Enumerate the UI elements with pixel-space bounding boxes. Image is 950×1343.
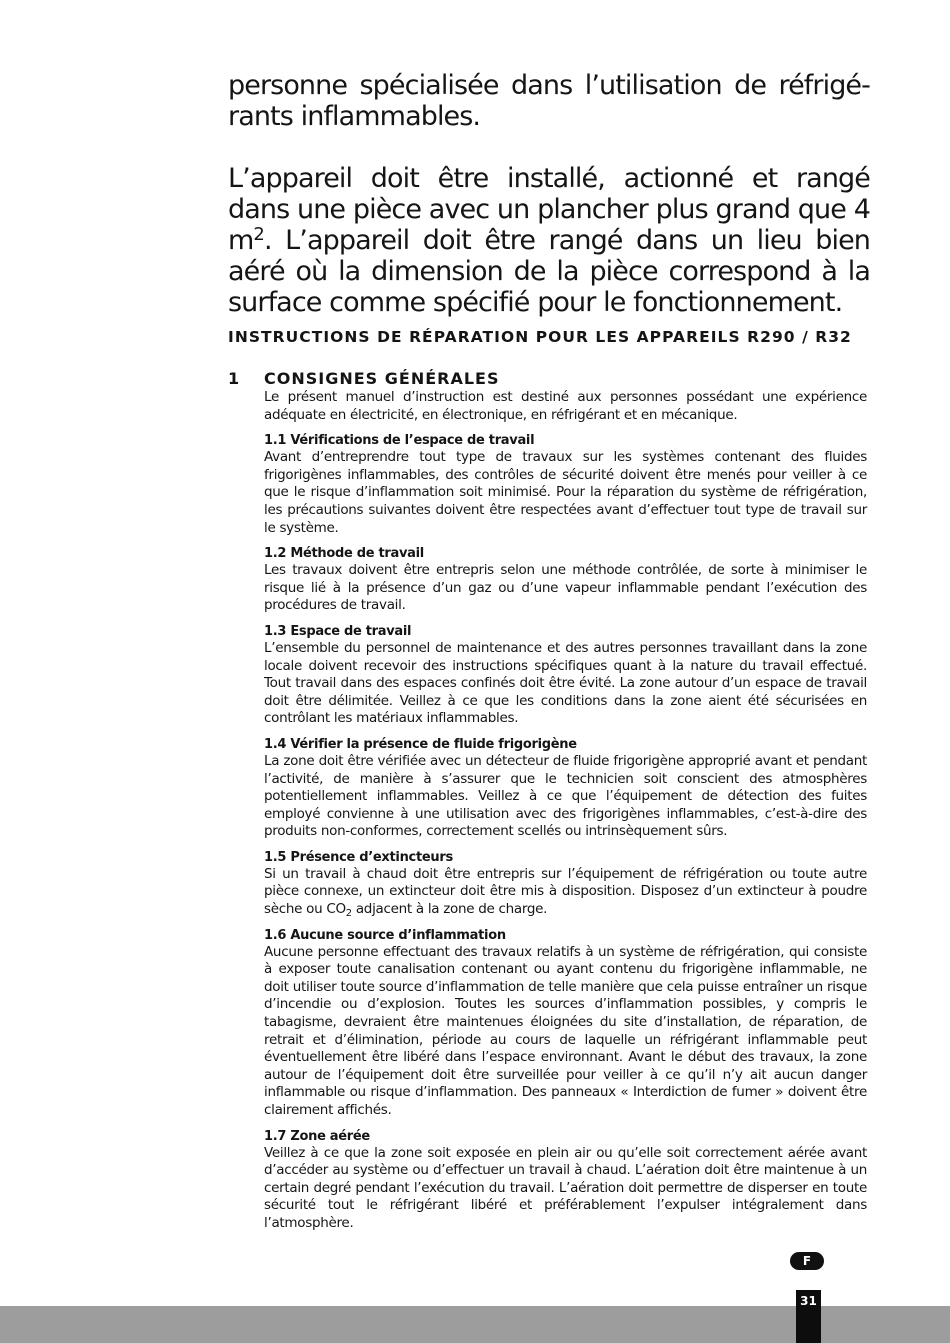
section-body: [264, 389, 867, 1233]
subsection-text-1-7: Veillez à ce que la zone soit exposée en plein air ou qu’elle soit correctement aérée avant d’accéder au système ou d’effectuer un travail à chaud. L’aération doit être maintenue à un certain degré pendant l’exécution du travail. L’aération doit permettre de disperser en toute sécurité tout le réfrigérant libéré et préférablement l’expulser intégralement dans l’atmosphère.: [264, 1144, 867, 1231]
subsection-text-1-5-end: adjacent à la zone de charge.: [351, 901, 548, 918]
subsection-text-1-3: L’ensemble du personnel de maintenance et des autres personnes travaillant dans la zone locale doivent recevoir des instructions spécifiques quant à la nature du travail effectué. Tout travail dans des espaces confinés doit être évité. La zone autour d’un espace de travail doit être délimitée. Veillez à ce que les conditions dans la zone aient été sécurisées en contrôlant les matériaux inflammables.: [264, 639, 867, 727]
subsection-title-1-1: 1.1 Vérifications de l’espace de travail: [264, 433, 535, 449]
subsection-text-1-1: Avant d’entreprendre tout type de travaux sur les systèmes contenant des fluides frigorigènes inflammables, des contrôles de sécurité doivent être menés pour veiller à ce que le risque d’inflammation soit minimisé. Pour la réparation du système de réfrigération, les précautions suivantes doivent être respectées avant d’effectuer tout type de travail sur le système.: [264, 449, 867, 536]
subsection-text-1-5: [264, 866, 867, 919]
language-badge: F: [790, 1252, 824, 1270]
subscript-two: 2: [345, 908, 352, 920]
intro-text: [228, 70, 870, 318]
subsection-text-1-6: Aucune personne effectuant des travaux relatifs à un système de réfrigération, qui consiste à exposer toute canalisation contenant ou ayant contenu du frigorigène inflammable, ne doit utiliser toute source d’inflammation de telle manière que cela puisse entraîner un risque d’incendie ou d’explosion. Toutes les sources d’inflammation possibles, y compris le tabagisme, devraient être maintenues éloignées du site d’installation, de réparation, de retrait et d’élimination, période au cours de laquelle un réfrigérant inflammable peut éventuellement être libéré dans l’espace environnant. Avant le début des travaux, la zone autour de l’équipement doit être surveillée pour veiller à ce qu’il n’y ait aucun danger inflammable ou risque d’inflammation. Des panneaux « Interdiction de fumer » doivent être clairement affichés.: [264, 943, 867, 1118]
page-number: 31: [800, 1294, 817, 1308]
section-title: CONSIGNES GÉNÉRALES: [264, 369, 500, 388]
intro-paragraph-1: personne spécialisée dans l’utilisation de réfrigé-rants inflammables.: [228, 70, 870, 132]
intro-paragraph-2-end: . L’appareil doit être rangé dans un lieu bien aéré où la dimension de la pièce correspond à la surface comme spécifié pour le fonctionnement.: [228, 225, 870, 318]
subsection-title-1-5: 1.5 Présence d’extincteurs: [264, 849, 453, 865]
subsection-title-1-2: 1.2 Méthode de travail: [264, 546, 424, 562]
subsection-title-1-3: 1.3 Espace de travail: [264, 623, 412, 639]
subsection-text-1-2: Les travaux doivent être entrepris selon une méthode contrôlée, de sorte à minimiser le risque lié à la présence d’un gaz ou d’une vapeur inflammable pendant l’exécution des procédures de travail.: [264, 562, 867, 614]
subsection-title-1-6: 1.6 Aucune source d’inflammation: [264, 927, 506, 943]
subsection-text-1-5-start: Si un travail à chaud doit être entrepris sur l’équipement de réfrigération ou toute autre pièce connexe, un extincteur doit être mis à disposition. Disposez d’un extincteur à poudre sèche ou CO: [264, 865, 867, 918]
intro-paragraph-2-start: L’appareil doit être installé, actionné et rangé dans une pièce avec un plancher plus grand que 4 m: [228, 163, 870, 256]
section-number: 1: [228, 369, 241, 388]
subsection-title-1-4: 1.4 Vérifier la présence de fluide frigorigène: [264, 736, 577, 752]
repair-instructions-heading: INSTRUCTIONS DE RÉPARATION POUR LES APPAREILS R290 / R32: [228, 328, 852, 346]
page-number-tab: [796, 1290, 821, 1343]
subsection-title-1-7: 1.7 Zone aérée: [264, 1128, 370, 1144]
section-intro: Le présent manuel d’instruction est destiné aux personnes possédant une expérience adéquate en électricité, en électronique, en réfrigérant et en mécanique.: [264, 389, 867, 423]
intro-paragraph-2: [228, 163, 870, 318]
subsection-text-1-4: La zone doit être vérifiée avec un détecteur de fluide frigorigène approprié avant et pendant l’activité, de manière à s’assurer que le technicien soit conscient des atmosphères potentiellement inflammables. Veillez à ce que l’équipement de détection des fuites employé convienne à une utilisation avec des frigorigènes inflammables, c’est-à-dire des produits non-conformes, correctement scellés ou intrinsèquement sûrs.: [264, 752, 867, 840]
superscript-two: 2: [253, 224, 264, 245]
